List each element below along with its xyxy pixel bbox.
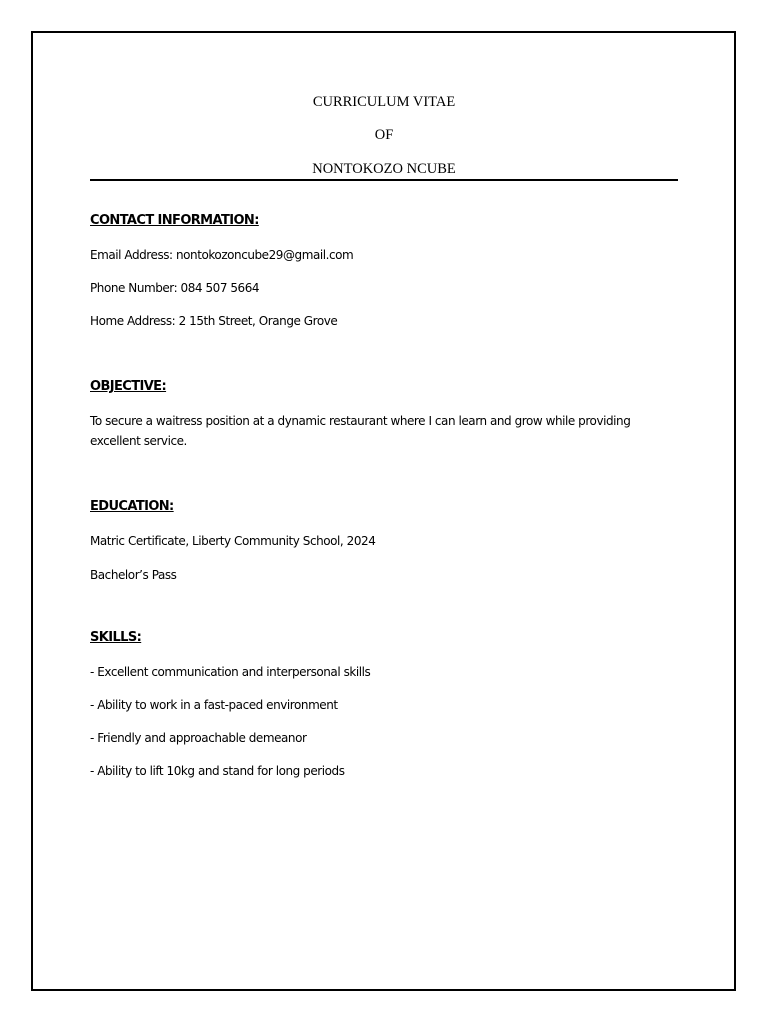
- skills-heading: SKILLS:: [90, 630, 142, 645]
- objective-heading: OBJECTIVE:: [90, 379, 167, 394]
- cv-title-of: OF: [374, 127, 394, 143]
- skill-item: - Friendly and approachable demeanor: [90, 731, 307, 745]
- title-divider: [90, 179, 678, 181]
- contact-phone: Phone Number: 084 507 5664: [90, 281, 260, 295]
- contact-address: Home Address: 2 15th Street, Orange Grove: [90, 314, 338, 328]
- education-heading: EDUCATION:: [90, 499, 174, 514]
- education-item: Bachelor’s Pass: [90, 568, 177, 582]
- skill-item: - Excellent communication and interpersonal skills: [90, 665, 371, 679]
- contact-email: Email Address: nontokozoncube29@gmail.com: [90, 248, 354, 262]
- cv-title: CURRICULUM VITAE: [312, 94, 456, 110]
- cv-candidate-name: NONTOKOZO NCUBE: [312, 161, 456, 177]
- skill-item: - Ability to lift 10kg and stand for long periods: [90, 764, 345, 778]
- objective-text: To secure a waitress position at a dynamic restaurant where I can learn and grow while providing excellent service.: [90, 414, 631, 448]
- contact-heading: CONTACT INFORMATION:: [90, 213, 259, 228]
- education-item: Matric Certificate, Liberty Community School, 2024: [90, 534, 376, 548]
- skill-item: - Ability to work in a fast-paced environment: [90, 698, 338, 712]
